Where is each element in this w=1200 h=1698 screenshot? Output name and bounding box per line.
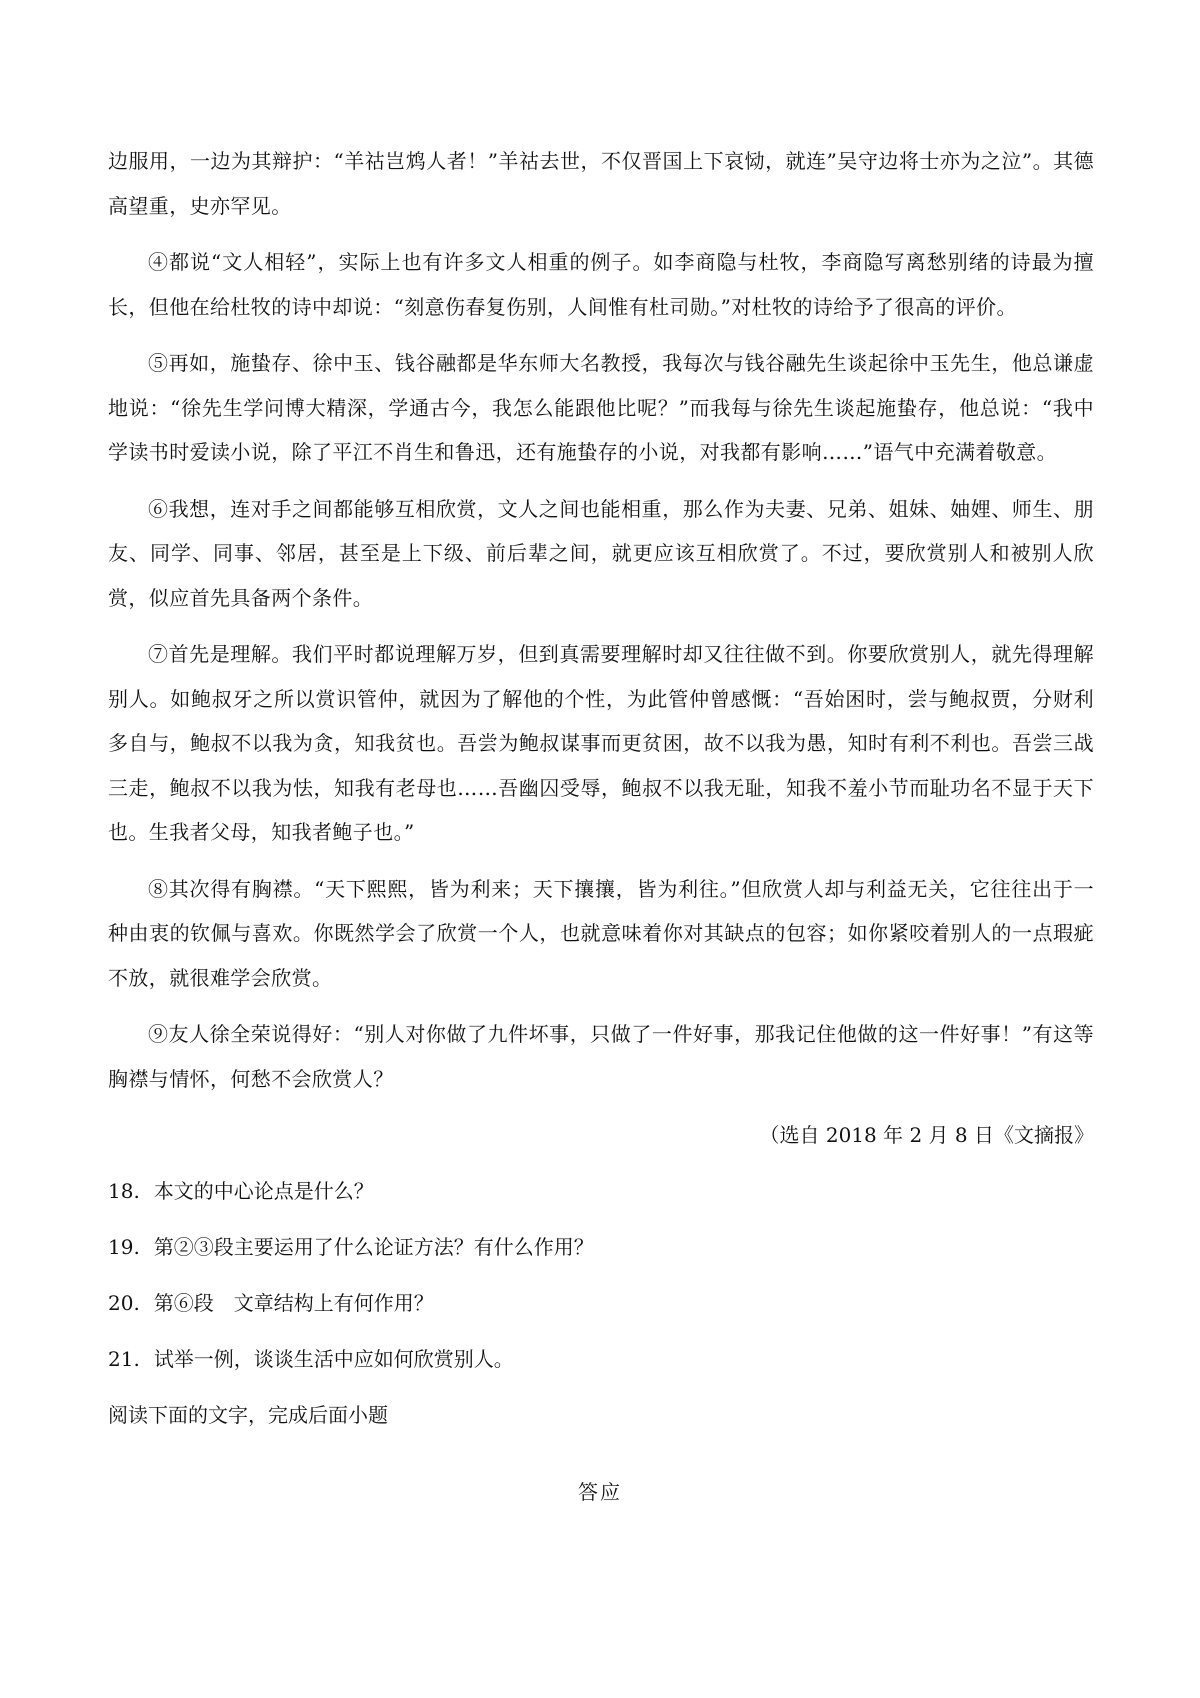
paragraph-3-end: 边服用，一边为其辩护：“羊祜岂鸩人者！”羊祜去世，不仅晋国上下哀恸，就连”吴守边将士亦为之泣”。其德高望重，史亦罕见。 [108,149,1094,218]
question-text: 第⑥段 文章结构上有何作用？ [153,1291,434,1315]
paragraph-7: ⑦首先是理解。我们平时都说理解万岁，但到真需要理解时却又往往做不到。你要欣赏别人，就先得理解别人。如鲍叔牙之所以赏识管仲，就因为了解他的个性，为此管仲曾感慨：“吾始困时，尝与鲍叔贾，分财利多自与，鲍叔不以我为贪，知我贫也。吾尝为鲍叔谋事而更贫困，故不以我为愚，知时有利不利也。吾尝三战三走，鲍叔不以我为怯，知我有老母也……吾幽囚受辱，鲍叔不以我无耻，知我不羞小节而耻功名不显于天下也。生我者父母，知我者鲍子也。” [108,642,1094,844]
paragraph-8: ⑧其次得有胸襟。“天下熙熙，皆为利来；天下攘攘，皆为利往。”但欣赏人却与利益无关，它往往出于一种由衷的钦佩与喜欢。你既然学会了欣赏一个人，也就意味着你对其缺点的包容；如你紧咬着别人的一点瑕疵不放，就很难学会欣赏。 [108,876,1094,990]
question-19 [108,1225,1094,1269]
question-text: 第②③段主要运用了什么论证方法？有什么作用？ [153,1235,594,1259]
question-21 [108,1337,1094,1381]
paragraph-4: ④都说“文人相轻”，实际上也有许多文人相重的例子。如李商隐与杜牧，李商隐写离愁别绪的诗最为擅长，但他在给杜牧的诗中却说：“刻意伤春复伤别，人间惟有杜司勋。”对杜牧的诗给予了很高的评价。 [108,250,1094,319]
paragraph-5: ⑤再如，施蛰存、徐中玉、钱谷融都是华东师大名教授，我每次与钱谷融先生谈起徐中玉先生，他总谦虚地说：“徐先生学问博大精深，学通古今，我怎么能跟他比呢？”而我每与徐先生谈起施蛰存，他总说：“我中学读书时爱读小说，除了平江不肖生和鲁迅，还有施蛰存的小说，对我都有影响……”语气中充满着敬意。 [108,351,1094,464]
question-number: 20. [108,1291,140,1315]
question-18 [108,1169,1094,1213]
document-page [108,139,1094,1437]
question-text: 本文的中心论点是什么？ [153,1179,374,1203]
source-citation: （选自 2018 年 2 月 8 日《文摘报》 [759,1123,1094,1147]
question-text: 试举一例，谈谈生活中应如何欣赏别人。 [153,1347,514,1371]
paragraph-6: ⑥我想，连对手之间都能够互相欣赏，文人之间也能相重，那么作为夫妻、兄弟、姐妹、妯娌、师生、朋友、同学、同事、邻居，甚至是上下级、前后辈之间，就更应该互相欣赏了。不过，要欣赏别人和被别人欣赏，似应首先具备两个条件。 [108,496,1094,610]
question-20 [108,1281,1094,1325]
reading-prompt: 阅读下面的文字，完成后面小题 [108,1403,388,1427]
answer-section-title: 答应 [578,1480,622,1504]
question-number: 18. [108,1179,140,1203]
paragraph-9: ⑨友人徐全荣说得好：“别人对你做了九件坏事，只做了一件好事，那我记住他做的这一件好事！”有这等胸襟与情怀，何愁不会欣赏人？ [108,1022,1094,1091]
question-number: 19. [108,1235,140,1259]
question-number: 21. [108,1347,140,1371]
